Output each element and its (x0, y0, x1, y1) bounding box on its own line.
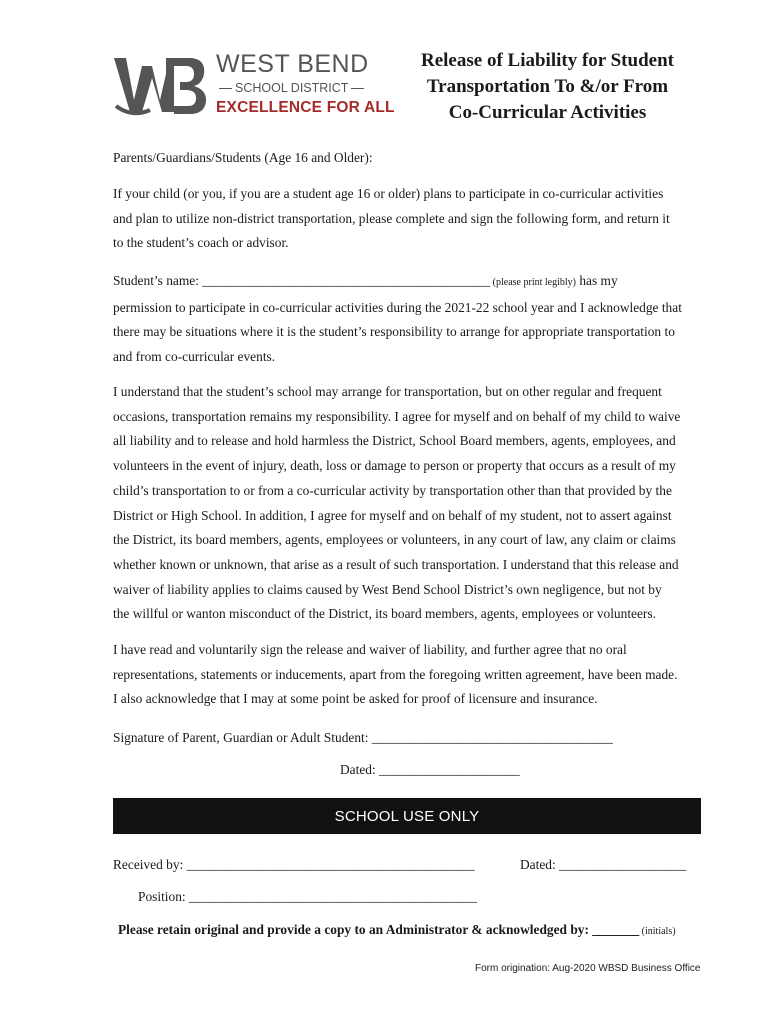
text-line: representations, statements or inducements, apart from the foregoing written agreement, have been made. (113, 666, 678, 682)
student-name-label: Student’s name: (113, 273, 203, 288)
signature-date-line (340, 762, 520, 778)
dated-label: Dated: (520, 857, 560, 872)
divider (219, 88, 232, 89)
text-line: all liability and to release and hold harmless the District, School Board members, agents, employees, and (113, 433, 676, 449)
signature-field[interactable]: ____________________________________ (371, 730, 613, 745)
school-use-banner (113, 798, 701, 834)
position-label: Position: (138, 889, 189, 904)
logo-district-text: SCHOOL DISTRICT (235, 81, 349, 95)
retain-instruction (118, 922, 676, 938)
dated-label: Dated: (340, 762, 380, 777)
text-line: whether known or unknown, that arise as a result of such transportation. I understand that this release and (113, 556, 679, 572)
text-line: I have read and voluntarily sign the release and waiver of liability, and further agree that no oral (113, 642, 627, 657)
text-line: occasions, transportation remains my responsibility. I agree for myself and on behalf of my child to waive (113, 408, 681, 424)
signature-line (113, 730, 613, 746)
text-line: there may be situations where it is the student’s responsibility to arrange for appropriate transportation to (113, 324, 675, 340)
title-line: Co-Curricular Activities (448, 102, 647, 123)
title-line: Transportation To &/or From (426, 76, 669, 97)
text-line: child’s transportation to or from a co-curricular activity by transportation other than that provided by the (113, 482, 672, 498)
received-by-label: Received by: (113, 857, 187, 872)
text-line: the District, its board members, agents, employees or volunteers, in any court of law, any claim or claims (113, 532, 676, 548)
intro-paragraph (113, 182, 713, 256)
greeting: Parents/Guardians/Students (Age 16 and Older): (113, 150, 373, 165)
school-use-title: SCHOOL USE ONLY (334, 807, 480, 825)
text-line: the willful or wanton misconduct of the District, its board members, agents, employees or volunteers. (113, 606, 656, 622)
student-name-line (113, 269, 713, 296)
received-by-field[interactable]: ___________________________________________ (186, 857, 475, 872)
text-line: If your child (or you, if you are a student age 16 or older) plans to participate in co-curricular activities (113, 186, 664, 201)
text-fragment: has my (575, 273, 618, 288)
received-by-line (113, 857, 475, 873)
initials-note: (initials) (639, 926, 676, 937)
text-line: I understand that the student’s school may arrange for transportation, but on other regular and frequent (113, 384, 662, 399)
text-line: to the student’s coach or advisor. (113, 235, 289, 251)
student-permission-paragraph (113, 269, 713, 370)
acknowledge-paragraph (113, 638, 713, 712)
received-date-line (520, 857, 686, 873)
text-line: District or High School. In addition, I agree for myself and on behalf of my student, not to assert against (113, 507, 672, 523)
text-line: waiver of liability applies to claims caused by West Bend School District’s own negligence, but not by (113, 581, 662, 597)
position-field[interactable]: ___________________________________________ (188, 889, 477, 904)
logo-district (216, 78, 386, 98)
signature-label: Signature of Parent, Guardian or Adult Student: (113, 730, 372, 745)
initials-field[interactable]: _______ (592, 922, 640, 937)
retain-text: Please retain original and provide a copy to an Administrator & acknowledged by: (118, 922, 593, 937)
divider (351, 88, 364, 89)
form-origination-footer: Form origination: Aug-2020 WBSD Business Office (475, 963, 701, 974)
signature-date-field[interactable]: _____________________ (379, 762, 520, 777)
form-title (400, 48, 695, 126)
text-line: volunteers in the event of injury, death, loss or damage to person or property that occurs as a result of my (113, 458, 676, 474)
text-line: and plan to utilize non-district transportation, please complete and sign the following form, and return it (113, 210, 670, 226)
text-line: permission to participate in co-curricular activities during the 2021-22 school year and I acknowledge that (113, 299, 682, 315)
print-note: (please print legibly) (490, 277, 576, 288)
wb-monogram-icon (112, 52, 208, 122)
release-paragraph (113, 380, 713, 627)
position-line (138, 889, 477, 905)
student-name-field[interactable]: ___________________________________________ (202, 273, 491, 288)
text-line: and from co-curricular events. (113, 349, 276, 365)
received-date-field[interactable]: ___________________ (559, 857, 687, 872)
logo-name: WEST BEND (216, 50, 369, 78)
text-line: I also acknowledge that I may at some point be asked for proof of licensure and insurance. (113, 691, 598, 707)
title-line: Release of Liability for Student (421, 50, 674, 71)
logo-tagline: EXCELLENCE FOR ALL (216, 99, 395, 116)
logo-text (216, 50, 395, 118)
district-logo (112, 50, 395, 124)
